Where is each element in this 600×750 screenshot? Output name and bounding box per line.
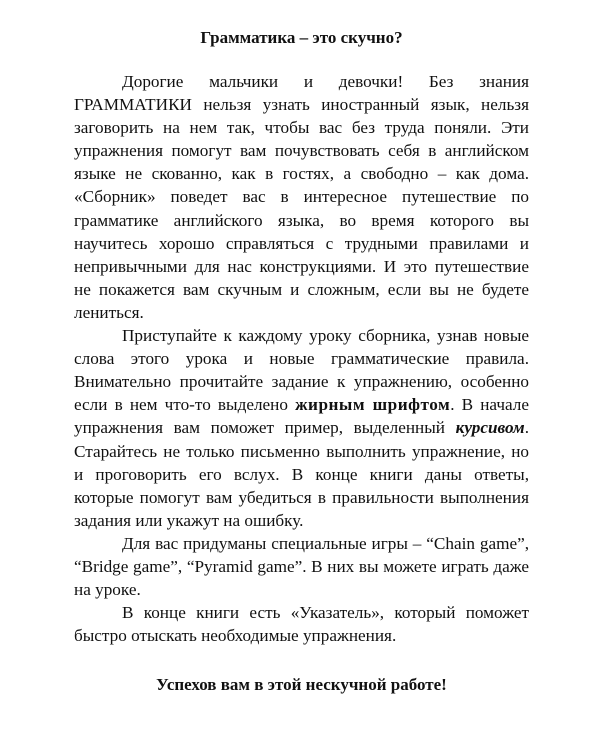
paragraph-text: . Старайтесь не только письменно выполнить упражнение, но и проговорить его вслух. В конце книги даны ответы, которые помогут вам убедиться в правильности выполнения задания или укажут на ошибку. xyxy=(74,418,529,530)
document-title: Грамматика – это скучно? xyxy=(200,28,403,47)
paragraph-index xyxy=(74,601,529,647)
paragraph-text: Для вас придуманы специальные игры – “Chain game”, “Bridge game”, “Pyramid game”. В них вы можете играть даже на уроке. xyxy=(74,533,529,600)
paragraph-text: . В начале упражнения вам поможет пример, выделенный xyxy=(74,395,530,438)
italic-text-example: курсивом xyxy=(455,418,525,438)
paragraph-instructions xyxy=(74,324,529,532)
closing-line: Успехов вам в этой нескучной работе! xyxy=(156,675,447,695)
bold-text-example: жирным шрифтом xyxy=(295,395,451,415)
paragraph-text: Дорогие мальчики и девочки! Без знания ГРАММАТИКИ нельзя узнать иностранный язык, нельзя заговорить на нем так, чтобы вас без труда поняли. Эти упражнения помогут вам почувствовать себя в английском языке не скованно, как в гостях, а свободно – как дома. «Сборник» поведет вас в интересное путешествие по грамматике английского языка, во время которого вы научитесь хорошо справляться с трудными правилами и непривычными для нас конструкциями. И это путешествие не покажется вам скучным и сложным, если вы не будете лениться. xyxy=(74,72,529,322)
document-page xyxy=(74,28,529,695)
paragraph-text: В конце книги есть «Указатель», который поможет быстро отыскать необходимые упражнения. xyxy=(74,603,529,646)
paragraph-games xyxy=(74,532,529,601)
paragraph-text: Приступайте к каждому уроку сборника, узнав новые слова этого урока и новые грамматические правила. Внимательно прочитайте задание к упражнению, особенно если в нем что-то выделено xyxy=(74,326,529,415)
paragraph-intro xyxy=(74,70,529,324)
